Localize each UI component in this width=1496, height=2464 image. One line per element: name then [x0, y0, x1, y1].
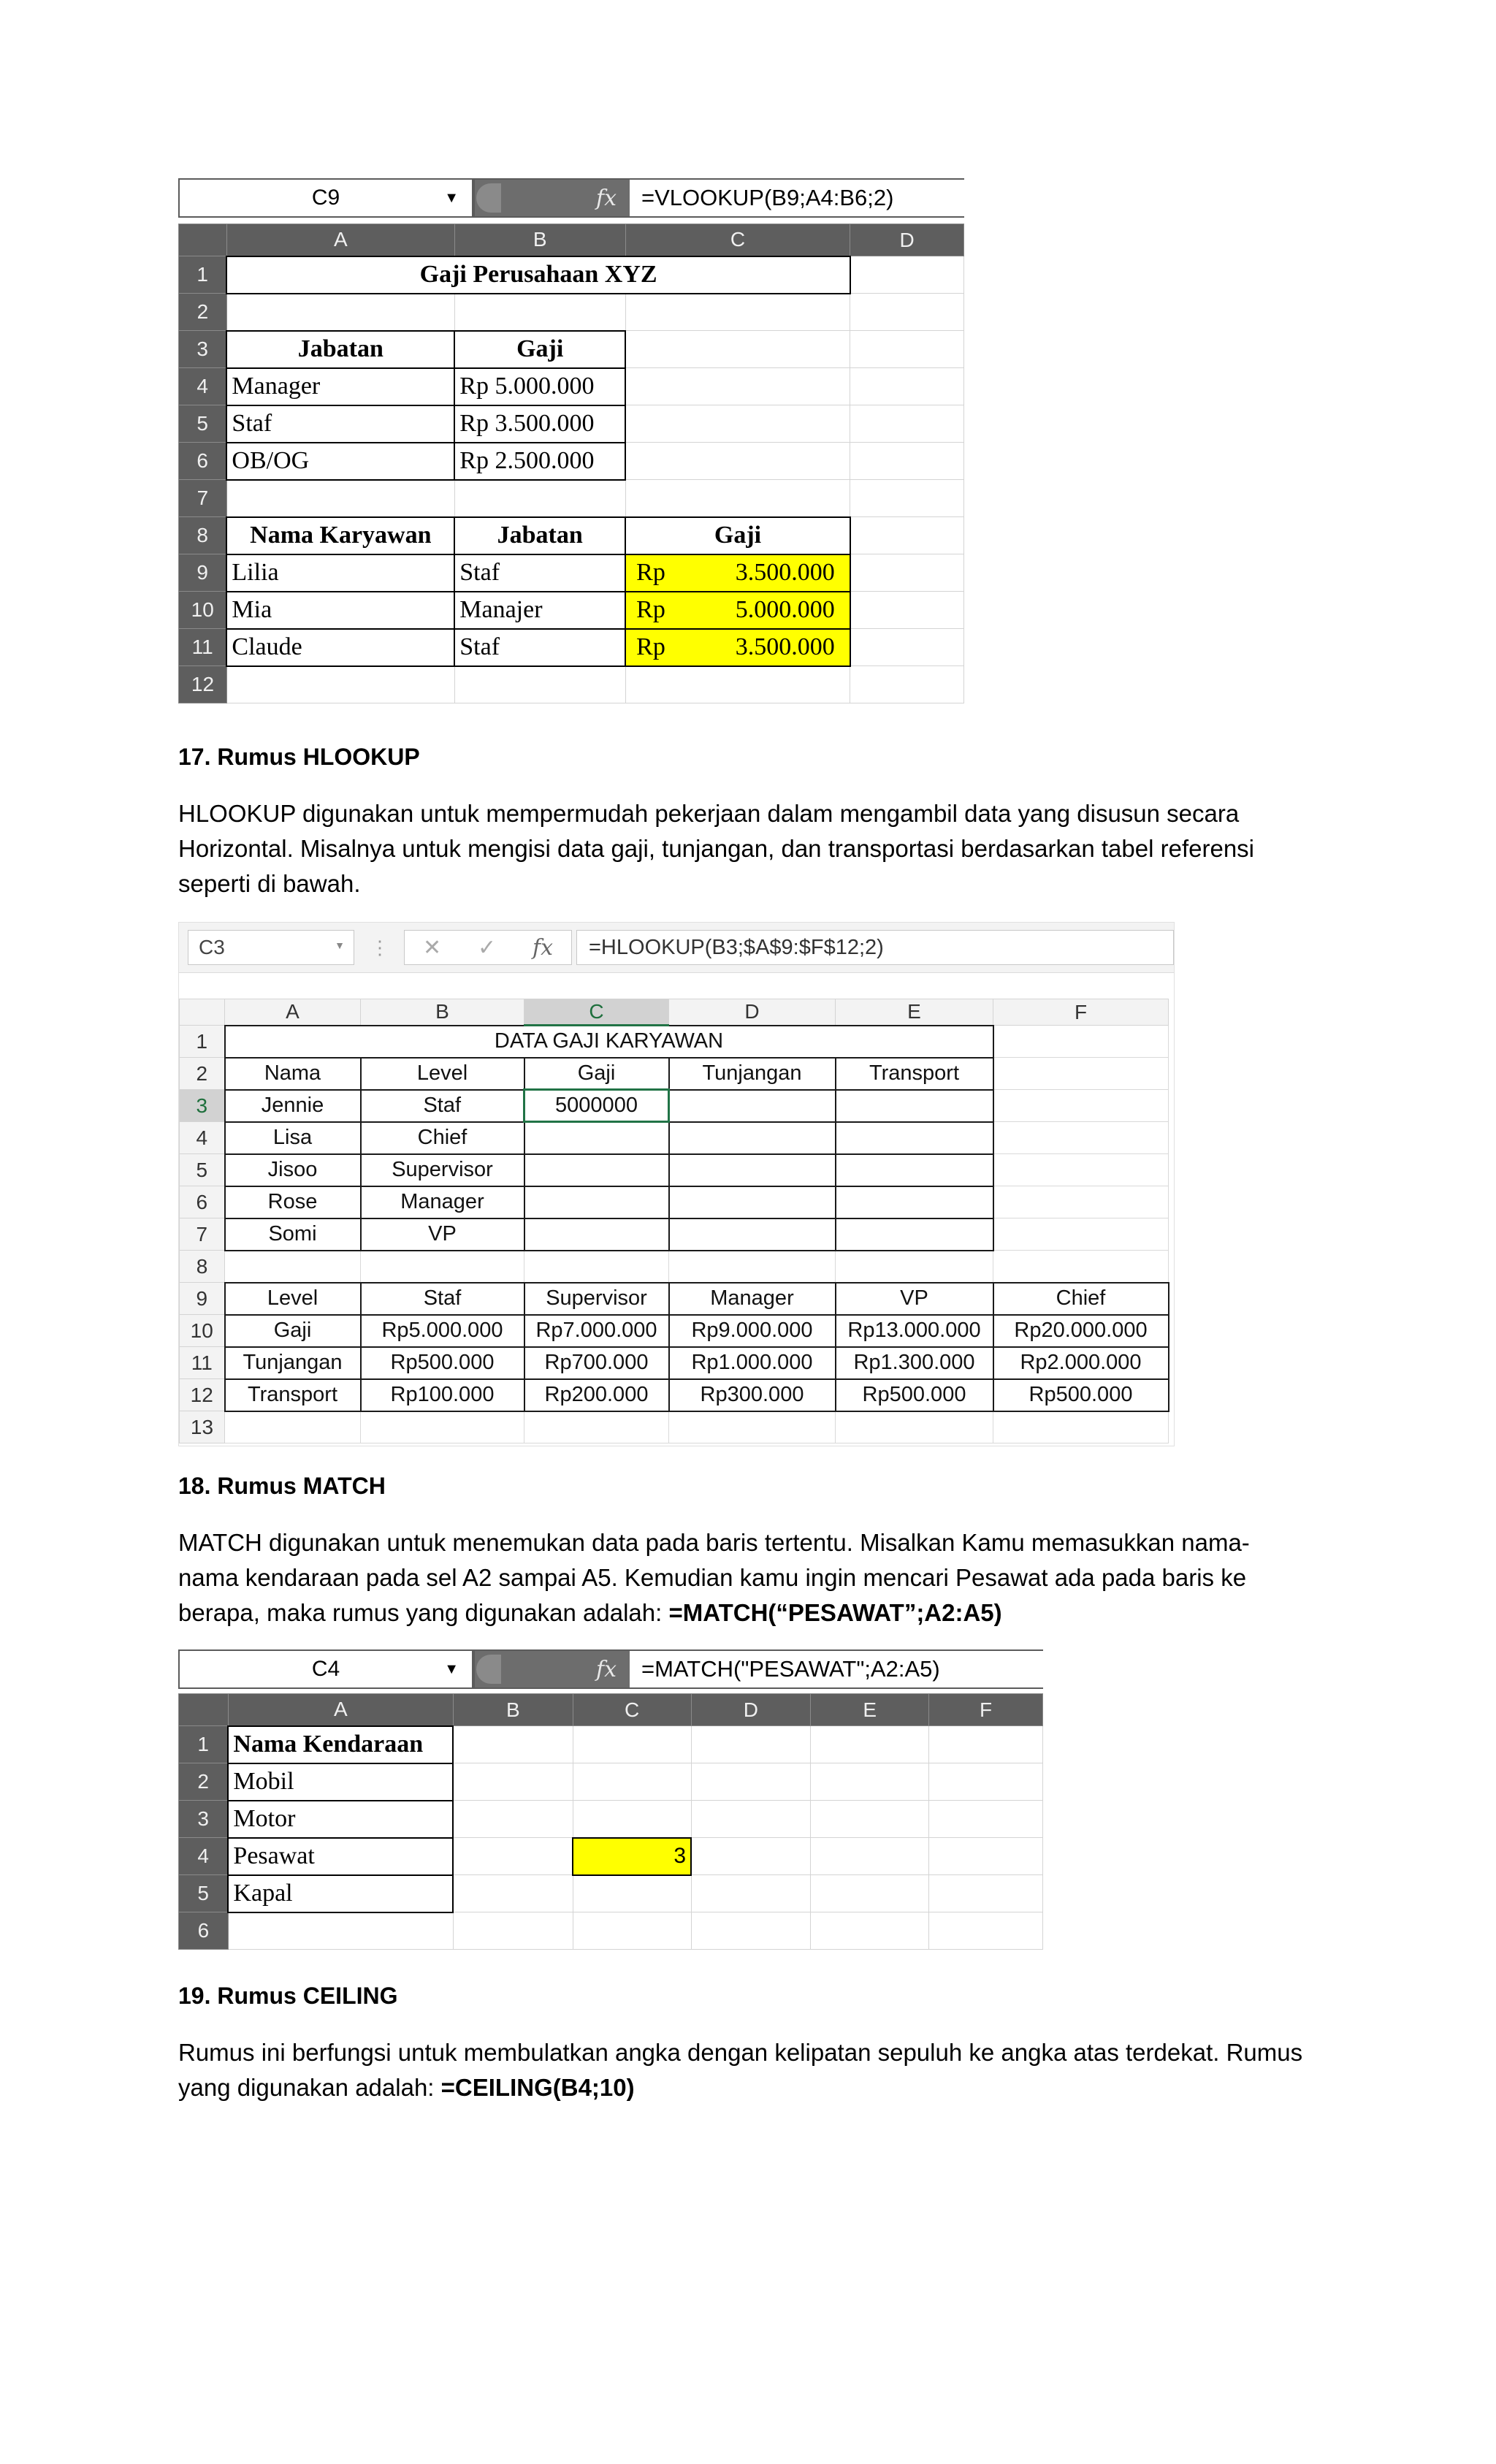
cancel-icon[interactable]: ✕	[422, 935, 442, 960]
sheet-grid	[179, 999, 1169, 1443]
row-header[interactable]: 2	[179, 294, 227, 331]
column-header[interactable]: A	[225, 999, 361, 1026]
cell[interactable]: Rp500.000	[836, 1379, 993, 1411]
select-all-corner[interactable]	[179, 1694, 229, 1726]
cell[interactable]	[453, 1912, 573, 1950]
header-cell[interactable]: Tunjangan	[669, 1058, 836, 1090]
cell[interactable]: VP	[836, 1283, 993, 1315]
cell[interactable]	[929, 1801, 1043, 1838]
cell[interactable]: Lilia	[226, 554, 454, 592]
cell[interactable]	[993, 1058, 1169, 1090]
cell[interactable]	[625, 331, 850, 368]
cell[interactable]: Rp1.000.000	[669, 1347, 836, 1379]
cell[interactable]	[524, 1186, 669, 1218]
cell[interactable]	[850, 443, 964, 480]
section-paragraph	[178, 1525, 1347, 1630]
paragraph-text: yang digunakan adalah:	[178, 2074, 441, 2101]
paragraph-line: Horizontal. Misalnya untuk mengisi data gaji, tunjangan, dan transportasi berdasarkan tabel referensi	[178, 835, 1255, 862]
column-header[interactable]: D	[669, 999, 836, 1026]
cell[interactable]: Mobil	[228, 1763, 453, 1801]
currency-label: Rp	[636, 559, 665, 586]
cell[interactable]	[811, 1838, 929, 1875]
row-header-selected[interactable]: 3	[180, 1090, 225, 1122]
paragraph-line: Rumus ini berfungsi untuk membulatkan angka dengan kelipatan sepuluh ke angka atas terdekat. Rumus	[178, 2039, 1303, 2066]
formula-text: =MATCH(“PESAWAT”;A2:A5)	[668, 1599, 1002, 1626]
cell[interactable]: Rp100.000	[361, 1379, 524, 1411]
cell[interactable]	[625, 666, 850, 703]
formula-bar	[179, 923, 1174, 973]
row-header[interactable]: 6	[180, 1186, 225, 1218]
cell[interactable]	[524, 1154, 669, 1186]
cell[interactable]	[454, 666, 625, 703]
header-cell[interactable]: Gaji	[454, 331, 625, 368]
cell[interactable]	[573, 1726, 691, 1763]
cell[interactable]	[993, 1251, 1169, 1283]
cell[interactable]	[453, 1763, 573, 1801]
cell[interactable]: Supervisor	[524, 1283, 669, 1315]
column-header-selected[interactable]: C	[524, 999, 669, 1026]
select-all-corner[interactable]	[179, 224, 227, 256]
paragraph-text: berapa, maka rumus yang digunakan adalah:	[178, 1599, 669, 1626]
cell[interactable]: Rp 2.500.000	[454, 443, 625, 480]
header-cell[interactable]: Gaji	[524, 1058, 669, 1090]
column-header[interactable]: C	[625, 224, 850, 256]
cell[interactable]	[993, 1186, 1169, 1218]
cell[interactable]	[850, 517, 964, 554]
cell[interactable]	[573, 1801, 691, 1838]
cell[interactable]: Pesawat	[228, 1838, 453, 1875]
cell[interactable]	[811, 1875, 929, 1912]
header-cell[interactable]: Gaji	[625, 517, 850, 554]
section-heading: 18. Rumus MATCH	[178, 1473, 386, 1499]
row-header[interactable]: 7	[179, 480, 227, 517]
cell[interactable]: VP	[361, 1218, 524, 1251]
row-header[interactable]: 1	[180, 1026, 225, 1058]
header-cell[interactable]: Nama Karyawan	[226, 517, 454, 554]
cell[interactable]	[228, 1912, 453, 1950]
cell[interactable]	[850, 331, 964, 368]
cell[interactable]: Rp700.000	[524, 1347, 669, 1379]
row-header[interactable]: 9	[180, 1283, 225, 1315]
chevron-down-icon[interactable]: ▼	[444, 1661, 459, 1677]
column-header[interactable]: E	[811, 1694, 929, 1726]
section-paragraph	[178, 796, 1347, 901]
cell[interactable]	[993, 1411, 1169, 1443]
cell[interactable]: OB/OG	[226, 443, 454, 480]
cell[interactable]: Rp9.000.000	[669, 1315, 836, 1347]
cell[interactable]	[850, 666, 964, 703]
formula-bar	[178, 178, 964, 218]
cell[interactable]: Chief	[993, 1283, 1169, 1315]
cell[interactable]	[836, 1411, 993, 1443]
cell[interactable]	[453, 1838, 573, 1875]
cell[interactable]	[669, 1122, 836, 1154]
cell[interactable]: Rp200.000	[524, 1379, 669, 1411]
cell[interactable]: Rp20.000.000	[993, 1315, 1169, 1347]
cell[interactable]	[669, 1186, 836, 1218]
cell[interactable]	[691, 1912, 811, 1950]
active-cell[interactable]: 5000000	[524, 1090, 669, 1122]
cell[interactable]	[669, 1218, 836, 1251]
cell[interactable]: Jennie	[225, 1090, 361, 1122]
row-header[interactable]: 8	[180, 1251, 225, 1283]
cell[interactable]	[929, 1912, 1043, 1950]
cell[interactable]	[226, 294, 454, 331]
cell[interactable]	[669, 1411, 836, 1443]
column-header[interactable]: B	[454, 224, 625, 256]
cell[interactable]	[836, 1218, 993, 1251]
paragraph-line: seperti di bawah.	[178, 870, 361, 897]
cell[interactable]: Supervisor	[361, 1154, 524, 1186]
sheet-grid	[178, 1693, 1043, 1950]
cell[interactable]	[929, 1726, 1043, 1763]
cell[interactable]	[993, 1154, 1169, 1186]
name-box-value: C4	[311, 1657, 340, 1681]
column-header[interactable]: B	[453, 1694, 573, 1726]
cell[interactable]	[811, 1763, 929, 1801]
cell[interactable]	[993, 1218, 1169, 1251]
cell[interactable]	[850, 554, 964, 592]
result-cell[interactable]: 3	[573, 1838, 691, 1875]
cell[interactable]	[453, 1875, 573, 1912]
cell[interactable]: Staf	[361, 1090, 524, 1122]
name-box[interactable]	[180, 180, 472, 216]
row-header[interactable]: 10	[179, 592, 227, 629]
cell[interactable]	[836, 1251, 993, 1283]
cell[interactable]	[691, 1838, 811, 1875]
cell[interactable]	[836, 1154, 993, 1186]
sheet-title-cell[interactable]: DATA GAJI KARYAWAN	[225, 1026, 993, 1058]
cell[interactable]	[625, 405, 850, 443]
amount: 3.500.000	[735, 633, 835, 660]
cell[interactable]	[850, 405, 964, 443]
row-header[interactable]: 3	[179, 1801, 229, 1838]
row-header[interactable]: 11	[179, 629, 227, 666]
cell[interactable]: Staf	[454, 554, 625, 592]
cell[interactable]	[850, 480, 964, 517]
fx-icon[interactable]: fx	[533, 934, 554, 961]
formula-buttons	[404, 930, 572, 965]
match-spreadsheet-screenshot	[178, 1649, 1043, 1955]
cell[interactable]: Rp500.000	[993, 1379, 1169, 1411]
row-header[interactable]: 3	[179, 331, 227, 368]
row-header[interactable]: 1	[179, 1726, 229, 1763]
row-header[interactable]: 4	[180, 1122, 225, 1154]
cell[interactable]	[573, 1912, 691, 1950]
row-header[interactable]: 2	[179, 1763, 229, 1801]
cell[interactable]	[993, 1026, 1169, 1058]
amount: 5.000.000	[735, 596, 835, 623]
cell[interactable]	[524, 1218, 669, 1251]
cell[interactable]: Rp 3.500.000	[454, 405, 625, 443]
cell[interactable]	[929, 1875, 1043, 1912]
formula-bar-buttons	[475, 180, 630, 216]
column-header[interactable]: A	[228, 1694, 453, 1726]
currency-label: Rp	[636, 633, 665, 660]
cell[interactable]	[625, 368, 850, 405]
cell[interactable]: Gaji	[225, 1315, 361, 1347]
cell[interactable]	[929, 1763, 1043, 1801]
cell[interactable]	[669, 1251, 836, 1283]
cell[interactable]: Kapal	[228, 1875, 453, 1912]
formula-text: =CEILING(B4;10)	[440, 2074, 635, 2101]
cell[interactable]: Chief	[361, 1122, 524, 1154]
row-header[interactable]: 12	[180, 1379, 225, 1411]
cell[interactable]	[361, 1251, 524, 1283]
cell[interactable]: Lisa	[225, 1122, 361, 1154]
paragraph-line: nama kendaraan pada sel A2 sampai A5. Kemudian kamu ingin mencari Pesawat ada pada baris ke	[178, 1564, 1247, 1591]
row-header[interactable]: 2	[180, 1058, 225, 1090]
cell[interactable]: Manager	[361, 1186, 524, 1218]
row-header[interactable]: 7	[180, 1218, 225, 1251]
cell[interactable]	[669, 1154, 836, 1186]
name-box-value: C3	[199, 936, 225, 958]
cell[interactable]	[836, 1186, 993, 1218]
column-header[interactable]: A	[226, 224, 454, 256]
column-header[interactable]: D	[691, 1694, 811, 1726]
formula-input[interactable]: =MATCH("PESAWAT";A2:A5)	[630, 1651, 1043, 1687]
cell[interactable]	[573, 1763, 691, 1801]
cell[interactable]	[811, 1912, 929, 1950]
cell[interactable]	[225, 1411, 361, 1443]
cell[interactable]	[836, 1122, 993, 1154]
row-header[interactable]: 5	[180, 1154, 225, 1186]
cell[interactable]	[225, 1251, 361, 1283]
cell[interactable]	[929, 1838, 1043, 1875]
header-cell[interactable]: Nama	[225, 1058, 361, 1090]
formula-bar-grip-icon	[476, 183, 501, 213]
fx-icon[interactable]: fx	[596, 1656, 617, 1682]
row-header[interactable]: 4	[179, 1838, 229, 1875]
cell[interactable]	[226, 666, 454, 703]
cell[interactable]: Tunjangan	[225, 1347, 361, 1379]
row-header[interactable]: 1	[179, 256, 227, 294]
column-header[interactable]: D	[850, 224, 964, 256]
cell[interactable]	[993, 1122, 1169, 1154]
name-box-value: C9	[311, 186, 340, 210]
cell[interactable]: Rose	[225, 1186, 361, 1218]
column-header[interactable]: F	[929, 1694, 1043, 1726]
cell[interactable]: Staf	[361, 1283, 524, 1315]
cell[interactable]: Transport	[225, 1379, 361, 1411]
column-header[interactable]: E	[836, 999, 993, 1026]
row-header[interactable]: 6	[179, 443, 227, 480]
cell[interactable]: Level	[225, 1283, 361, 1315]
cell[interactable]: Rp2.000.000	[993, 1347, 1169, 1379]
column-header[interactable]: F	[993, 999, 1169, 1026]
cell[interactable]	[691, 1801, 811, 1838]
cell[interactable]	[226, 480, 454, 517]
column-header[interactable]: C	[573, 1694, 691, 1726]
column-header[interactable]: B	[361, 999, 524, 1026]
cell[interactable]	[625, 294, 850, 331]
row-header[interactable]: 9	[179, 554, 227, 592]
name-box[interactable]	[180, 1651, 472, 1687]
row-header[interactable]: 6	[179, 1912, 229, 1950]
cell[interactable]: Rp 5.000.000	[454, 368, 625, 405]
cell[interactable]	[524, 1411, 669, 1443]
header-cell[interactable]: Jabatan	[226, 331, 454, 368]
amount: 3.500.000	[735, 559, 835, 586]
cell[interactable]	[625, 443, 850, 480]
formula-input[interactable]: =VLOOKUP(B9;A4:B6;2)	[630, 180, 964, 216]
cell[interactable]	[361, 1411, 524, 1443]
result-cell[interactable]	[625, 554, 850, 592]
fx-icon[interactable]: fx	[596, 185, 617, 211]
cell[interactable]: Rp500.000	[361, 1347, 524, 1379]
row-header[interactable]: 13	[180, 1411, 225, 1443]
cell[interactable]: Jisoo	[225, 1154, 361, 1186]
row-header[interactable]: 10	[180, 1315, 225, 1347]
enter-icon[interactable]: ✓	[477, 935, 497, 960]
row-header[interactable]: 5	[179, 405, 227, 443]
cell[interactable]: Somi	[225, 1218, 361, 1251]
chevron-down-icon[interactable]: ▼	[444, 190, 459, 206]
more-options-icon[interactable]: ⋮	[370, 936, 389, 958]
cell[interactable]	[836, 1090, 993, 1122]
cell[interactable]	[573, 1875, 691, 1912]
chevron-down-icon[interactable]: ▼	[335, 939, 345, 951]
cell[interactable]: Manager	[669, 1283, 836, 1315]
formula-bar-buttons	[475, 1651, 630, 1687]
cell[interactable]: Mia	[226, 592, 454, 629]
cell[interactable]	[454, 480, 625, 517]
cell[interactable]: Manager	[226, 368, 454, 405]
paragraph-line: MATCH digunakan untuk menemukan data pada baris tertentu. Misalkan Kamu memasukkan nama-	[178, 1529, 1250, 1556]
row-header[interactable]: 5	[179, 1875, 229, 1912]
header-cell[interactable]: Nama Kendaraan	[228, 1726, 453, 1763]
cell[interactable]: Manajer	[454, 592, 625, 629]
cell[interactable]: Claude	[226, 629, 454, 666]
paragraph-line	[178, 2070, 1347, 2105]
cell[interactable]: Staf	[226, 405, 454, 443]
cell[interactable]	[811, 1726, 929, 1763]
cell[interactable]	[524, 1122, 669, 1154]
formula-bar-grip-icon	[476, 1655, 501, 1684]
row-header[interactable]: 4	[179, 368, 227, 405]
formula-input[interactable]: =HLOOKUP(B3;$A$9:$F$12;2)	[576, 930, 1174, 965]
cell[interactable]	[453, 1801, 573, 1838]
cell[interactable]	[691, 1763, 811, 1801]
hlookup-spreadsheet-screenshot	[178, 922, 1175, 1446]
cell[interactable]	[691, 1875, 811, 1912]
sheet-grid	[178, 224, 964, 703]
cell[interactable]	[850, 368, 964, 405]
cell[interactable]	[669, 1090, 836, 1122]
name-box[interactable]	[188, 930, 354, 965]
result-cell[interactable]	[625, 629, 850, 666]
formula-bar	[178, 1649, 1043, 1689]
cell[interactable]: Rp5.000.000	[361, 1315, 524, 1347]
cell[interactable]	[850, 256, 964, 294]
vlookup-spreadsheet-screenshot	[178, 178, 964, 719]
cell[interactable]: Rp1.300.000	[836, 1347, 993, 1379]
cell[interactable]	[850, 592, 964, 629]
section-heading: 19. Rumus CEILING	[178, 1983, 398, 2009]
paragraph-line: HLOOKUP digunakan untuk mempermudah pekerjaan dalam mengambil data yang disusun secara	[178, 800, 1240, 827]
cell[interactable]	[691, 1726, 811, 1763]
cell[interactable]: Rp7.000.000	[524, 1315, 669, 1347]
result-cell[interactable]	[625, 592, 850, 629]
cell[interactable]: Rp13.000.000	[836, 1315, 993, 1347]
header-cell[interactable]: Level	[361, 1058, 524, 1090]
section-heading: 17. Rumus HLOOKUP	[178, 744, 420, 770]
cell[interactable]	[453, 1726, 573, 1763]
cell[interactable]: Staf	[454, 629, 625, 666]
row-header[interactable]: 8	[179, 517, 227, 554]
header-cell[interactable]: Transport	[836, 1058, 993, 1090]
currency-label: Rp	[636, 596, 665, 623]
cell[interactable]: Rp300.000	[669, 1379, 836, 1411]
cell[interactable]	[993, 1090, 1169, 1122]
sheet-title-cell[interactable]: Gaji Perusahaan XYZ	[226, 256, 850, 294]
header-cell[interactable]: Jabatan	[454, 517, 625, 554]
section-paragraph	[178, 2035, 1347, 2105]
cell[interactable]	[811, 1801, 929, 1838]
cell[interactable]	[454, 294, 625, 331]
paragraph-line	[178, 1595, 1347, 1630]
cell[interactable]	[850, 629, 964, 666]
cell[interactable]	[625, 480, 850, 517]
cell[interactable]	[850, 294, 964, 331]
cell[interactable]	[524, 1251, 669, 1283]
cell[interactable]: Motor	[228, 1801, 453, 1838]
row-header[interactable]: 11	[180, 1347, 225, 1379]
select-all-corner[interactable]	[180, 999, 225, 1026]
row-header[interactable]: 12	[179, 666, 227, 703]
